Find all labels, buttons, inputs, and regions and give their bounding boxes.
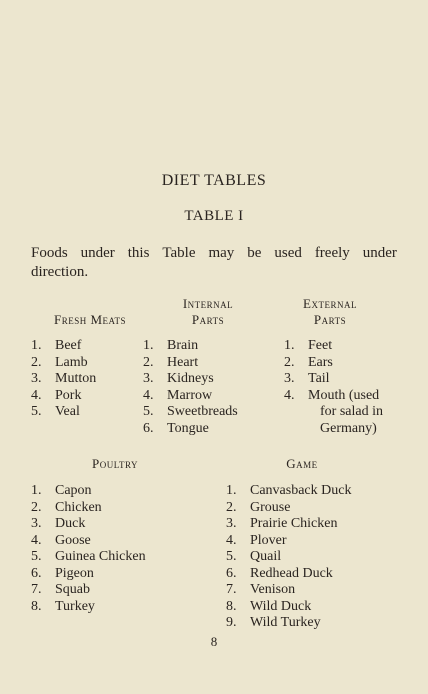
intro-line-1 [31,244,397,263]
item-text: Guinea Chicken [55,549,146,564]
intro-line-2: direction. [31,264,89,280]
item-number: 5. [31,404,42,419]
item-number: 4. [284,387,295,403]
list-item [31,582,211,599]
item-number: 8. [31,598,42,614]
list-item [31,388,141,405]
item-text: Plover [250,532,287,548]
item-text: Kidneys [167,371,214,386]
intro-word: used [274,245,302,261]
item-text: Beef [55,338,82,353]
item-text: Capon [55,483,92,498]
intro-paragraph [31,244,397,282]
list-item [31,355,141,372]
list-item [143,371,268,388]
internal-parts-heading-line2: Parts [191,312,225,327]
external-parts-list [284,338,404,437]
list-item [143,421,268,438]
intro-word: Table [162,245,196,261]
list-item [31,599,211,616]
poultry-heading: Poultry [92,456,138,471]
list-item [143,404,268,421]
item-text: Marrow [167,387,213,403]
item-number: 2. [31,354,42,370]
item-number: 3. [284,371,295,386]
list-item [31,533,211,550]
item-text: Brain [167,338,199,353]
list-item [226,582,406,599]
item-text: Feet [308,338,333,353]
item-number: 1. [226,483,237,498]
item-text: Veal [55,404,80,419]
item-text: Mouth (used [308,387,380,403]
item-text: Turkey [55,598,95,614]
item-number: 9. [226,615,237,630]
list-item [31,483,211,500]
page-number: 8 [210,634,218,649]
item-text: Wild Duck [250,598,312,614]
list-item [284,388,404,438]
internal-parts-list [143,338,268,437]
item-text: Canvasback Duck [250,483,352,498]
external-parts-heading-line2: Parts [313,312,347,327]
intro-word: be [247,245,262,261]
item-number: 7. [31,582,42,597]
list-item [31,549,211,566]
item-number: 6. [31,565,42,581]
item-number: 5. [31,549,42,564]
item-text: Prairie Chicken [250,516,338,531]
item-text: Wild Turkey [250,615,321,630]
item-text: Lamb [55,354,88,370]
item-text: Squab [55,582,90,597]
intro-word: freely [314,245,350,261]
item-number: 6. [143,420,154,436]
list-item [226,549,406,566]
list-item [284,338,404,355]
item-number: 1. [31,338,42,353]
internal-parts-heading-line1: Internal [182,296,234,311]
item-number: 3. [143,371,154,386]
item-text: Duck [55,516,86,531]
list-item [143,388,268,405]
fresh-meats-list [31,338,141,421]
item-text-continued: for salad in [320,404,383,419]
list-item [226,500,406,517]
list-item [284,371,404,388]
list-item [226,566,406,583]
item-text: Pork [55,387,82,403]
item-text: Goose [55,532,91,548]
item-text: Mutton [55,371,97,386]
list-item [31,566,211,583]
item-number: 1. [31,483,42,498]
item-number: 6. [226,565,237,581]
item-number: 2. [226,499,237,515]
item-number: 3. [226,516,237,531]
intro-word: under [80,245,115,261]
list-item [31,516,211,533]
fresh-meats-heading: Fresh Meats [53,312,127,327]
item-number: 4. [31,387,42,403]
list-item [284,355,404,372]
game-list [226,483,406,632]
item-number: 2. [143,354,154,370]
item-number: 8. [226,598,237,614]
poultry-list [31,483,211,615]
item-number: 5. [226,549,237,564]
list-item [143,355,268,372]
item-number: 4. [31,532,42,548]
page-title: DIET TABLES [161,172,267,189]
table-label: TABLE I [184,208,244,224]
item-text: Chicken [55,499,102,515]
list-item [31,500,211,517]
item-number: 2. [284,354,295,370]
list-item [143,338,268,355]
item-number: 3. [31,371,42,386]
intro-word: may [208,245,235,261]
item-number: 7. [226,582,237,597]
item-text: Grouse [250,499,291,515]
item-number: 4. [143,387,154,403]
list-item [31,371,141,388]
item-number: 5. [143,404,154,419]
item-text: Sweetbreads [167,404,238,419]
item-number: 1. [284,338,295,353]
item-number: 3. [31,516,42,531]
list-item [31,338,141,355]
intro-word: under [362,245,397,261]
item-text: Redhead Duck [250,565,333,581]
item-text: Ears [308,354,333,370]
intro-word: Foods [31,245,68,261]
item-text: Heart [167,354,199,370]
intro-word: this [127,245,150,261]
list-item [226,516,406,533]
item-text-continued: Germany) [320,420,377,436]
item-text: Pigeon [55,565,94,581]
item-number: 1. [143,338,154,353]
list-item [226,599,406,616]
list-item [226,483,406,500]
item-text: Tail [308,371,330,386]
item-number: 4. [226,532,237,548]
external-parts-heading-line1: External [303,296,357,311]
list-item [31,404,141,421]
list-item [226,615,406,632]
item-number: 2. [31,499,42,515]
item-text: Quail [250,549,282,564]
item-text: Venison [250,582,296,597]
game-heading: Game [286,456,318,471]
item-text: Tongue [167,420,209,436]
list-item [226,533,406,550]
